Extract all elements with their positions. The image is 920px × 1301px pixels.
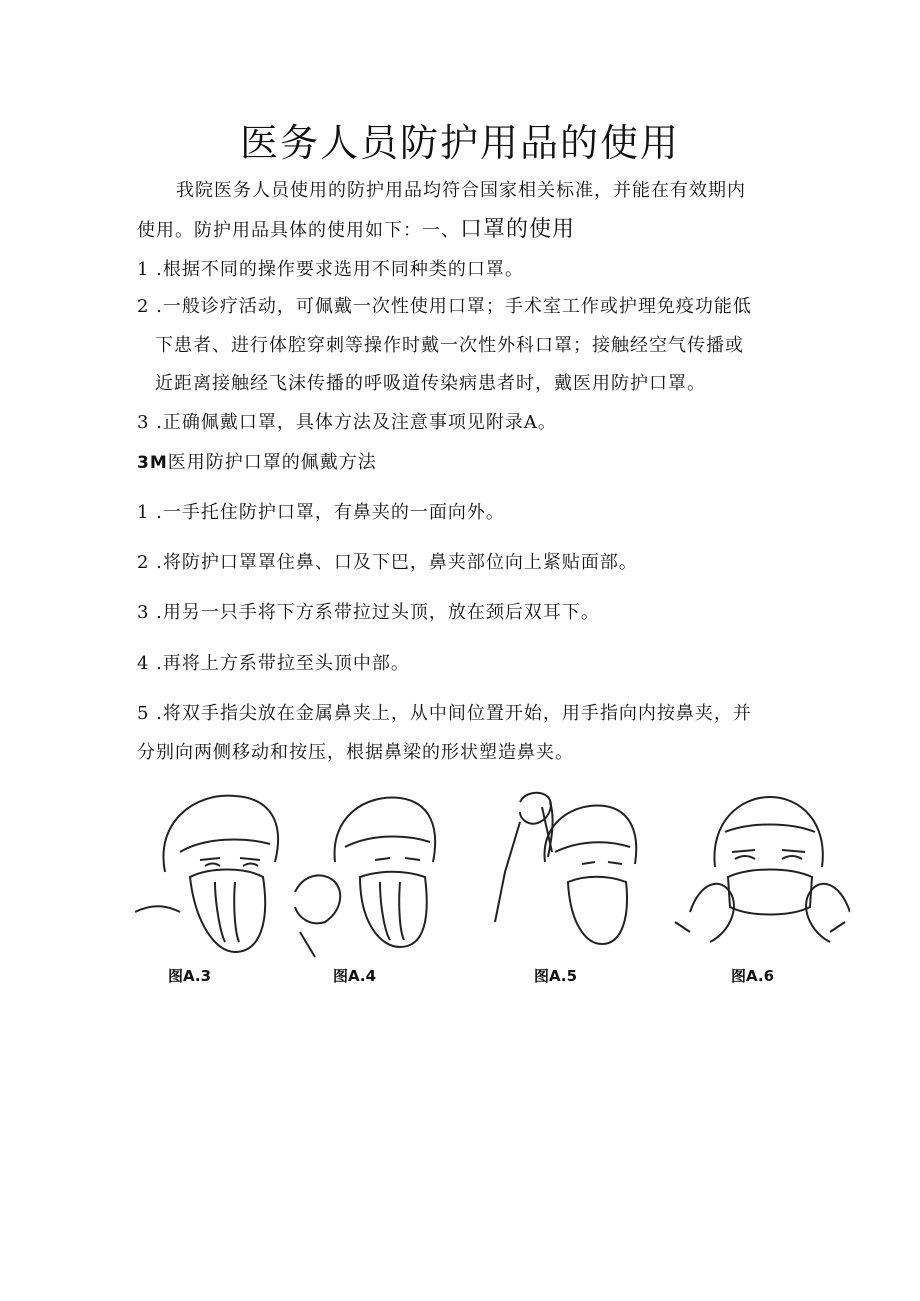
figure-a5-caption: 图A.5 <box>534 967 578 985</box>
figure-a3-illustration <box>135 782 315 992</box>
figure-a6-illustration <box>670 782 850 992</box>
step-5-line-1: 5 .将双手指尖放在金属鼻夹上，从中间位置开始，用手指向内按鼻夹，并 <box>137 703 752 724</box>
step-1: 1 .一手托住防护口罩，有鼻夹的一面向外。 <box>137 502 505 523</box>
list-item-2-line-1: 2 .一般诊疗活动，可佩戴一次性使用口罩；手术室工作或护理免疫功能低 <box>137 296 752 317</box>
page-title: 医务人员防护用品的使用 <box>239 121 680 165</box>
intro-line-2 <box>137 212 575 243</box>
figure-a4-illustration <box>290 782 470 992</box>
subheading-prefix: 3M <box>137 453 168 473</box>
list-item-3: 3 .正确佩戴口罩，具体方法及注意事项见附录A。 <box>137 412 557 433</box>
list-item-1: 1 .根据不同的操作要求选用不同种类的口罩。 <box>137 259 524 280</box>
subheading <box>137 448 377 474</box>
figure-a3-caption: 图A.3 <box>168 967 212 985</box>
figure-a6-caption: 图A.6 <box>731 967 775 985</box>
step-5-line-2: 分别向两侧移动和按压，根据鼻梁的形状塑造鼻夹。 <box>137 742 574 763</box>
step-3: 3 .用另一只手将下方系带拉过头顶，放在颈后双耳下。 <box>137 602 600 623</box>
figure-a4-caption: 图A.4 <box>333 967 377 985</box>
step-2: 2 .将防护口罩罩住鼻、口及下巴，鼻夹部位向上紧贴面部。 <box>137 552 638 573</box>
intro-line-2-text: 使用。防护用品具体的使用如下：一、 <box>137 220 460 241</box>
section-heading: 口罩的使用 <box>460 217 576 242</box>
step-4: 4 .再将上方系带拉至头顶中部。 <box>137 653 410 674</box>
list-item-2-line-3: 近距离接触经飞沫传播的呼吸道传染病患者时，戴医用防护口罩。 <box>155 373 706 394</box>
subheading-text: 医用防护口罩的佩戴方法 <box>167 452 377 473</box>
intro-line-1: 我院医务人员使用的防护用品均符合国家相关标准，并能在有效期内 <box>176 180 746 201</box>
figure-a5-illustration <box>490 782 670 992</box>
list-item-2-line-2: 下患者、进行体腔穿刺等操作时戴一次性外科口罩；接触经空气传播或 <box>155 335 744 356</box>
